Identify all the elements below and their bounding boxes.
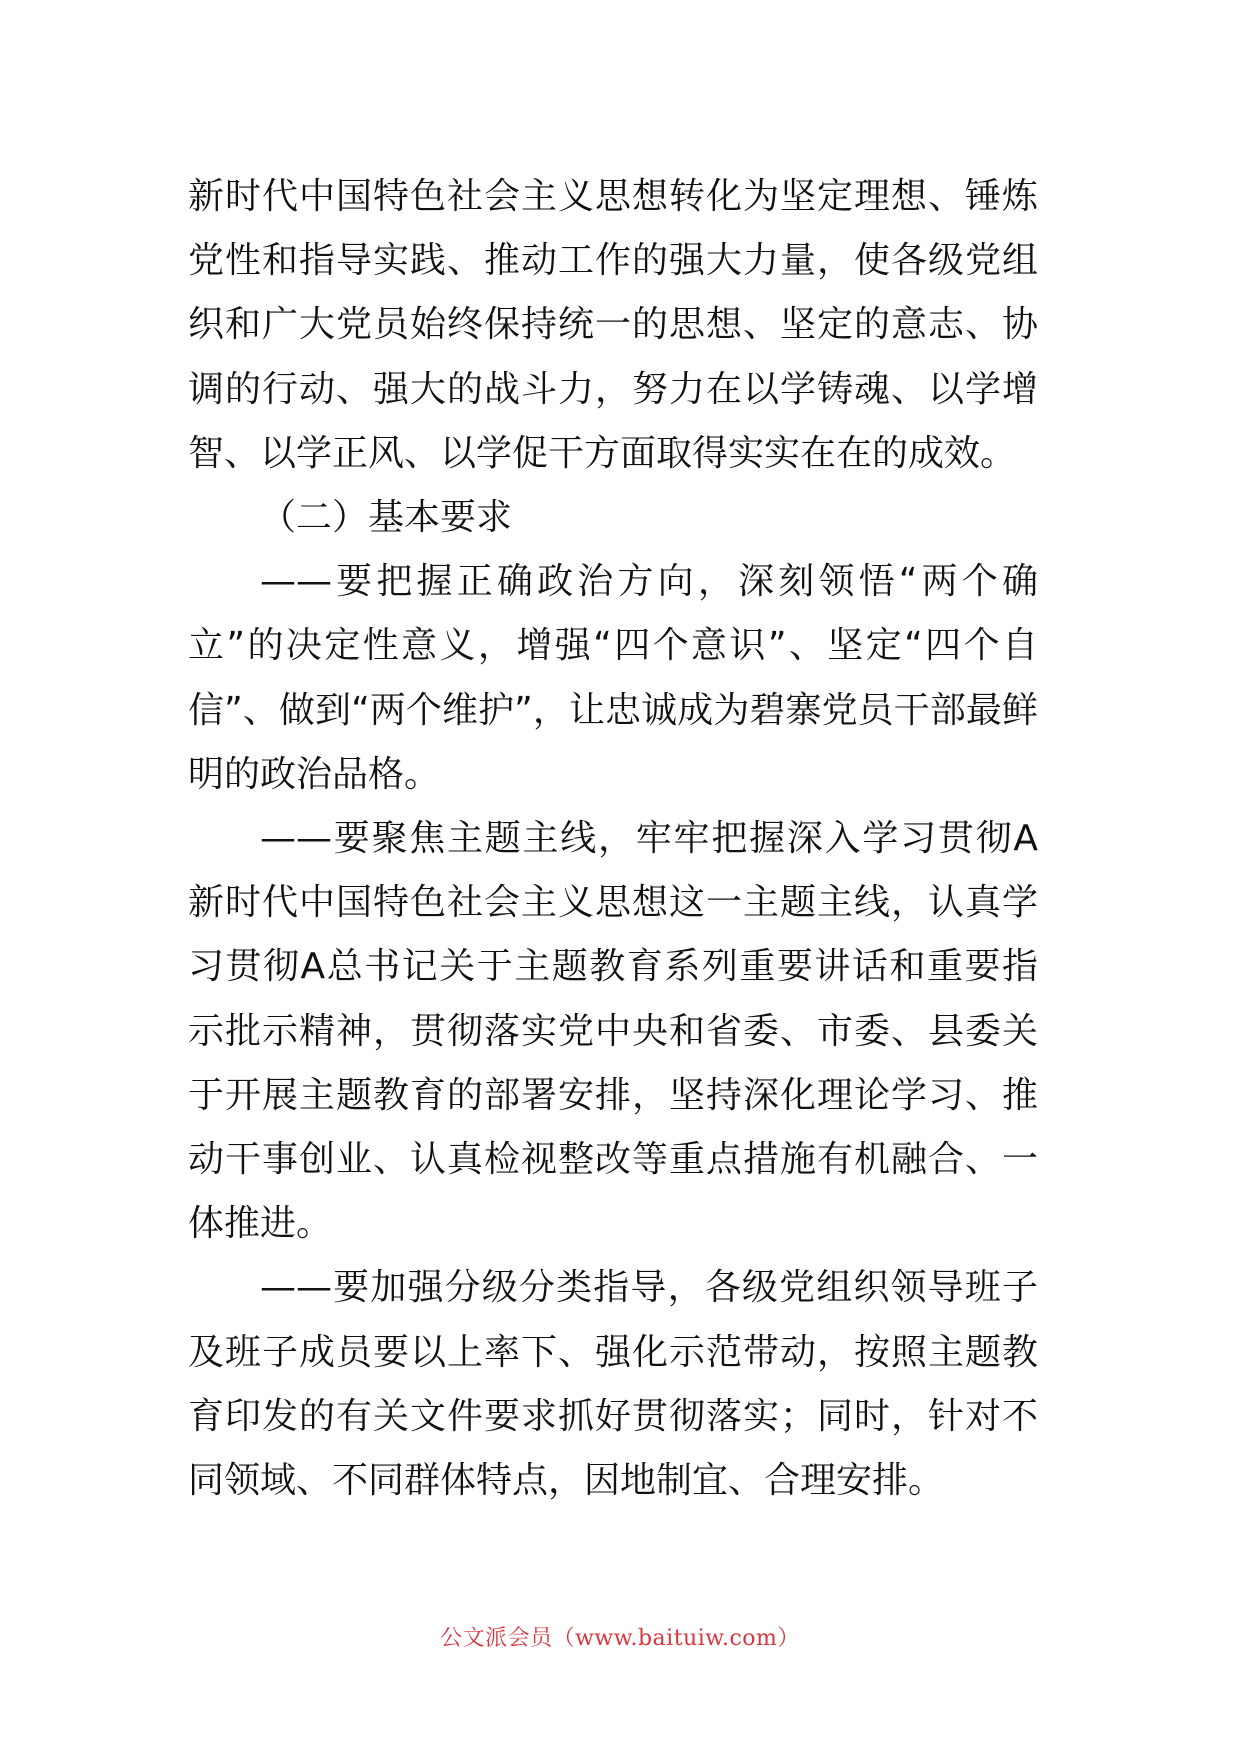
paragraph-classified-guidance: ——要加强分级分类指导，各级党组织领导班子及班子成员要以上率下、强化示范带动，按照主题教育印发的有关文件要求抓好贯彻落实；同时，针对不同领域、不同群体特点，因地制宜、合理安排。 (188, 1267, 1038, 1502)
paragraph-political-direction: ——要把握正确政治方向，深刻领悟“两个确立”的决定性意义，增强“四个意识”、坚定“四个自信”、做到“两个维护”，让忠诚成为碧寨党员干部最鲜明的政治品格。 (188, 561, 1038, 795)
footer-watermark: 公文派会员（www.baituiw.com） (440, 1626, 800, 1651)
paragraph-main-theme: ——要聚焦主题主线，牢牢把握深入学习贯彻A新时代中国特色社会主义思想这一主题主线，认真学习贯彻A总书记关于主题教育系列重要讲话和重要指示批示精神，贯彻落实党中央和省委、市委、县委关于开展主题教育的部署安排，坚持深化理论学习、推动干事创业、认真检视整改等重点措施有机融合、一体推进。 (188, 818, 1038, 1245)
section-heading-basic-requirements: （二）基本要求 (260, 497, 513, 539)
paragraph-objective-continued: 新时代中国特色社会主义思想转化为坚定理想、锤炼党性和指导实践、推动工作的强大力量，使各级党组织和广大党员始终保持统一的思想、坚定的意志、协调的行动、强大的战斗力，努力在以学铸魂、以学增智、以学正风、以学促干方面取得实实在在的成效。 (188, 176, 1038, 474)
document-body (188, 165, 1038, 1513)
